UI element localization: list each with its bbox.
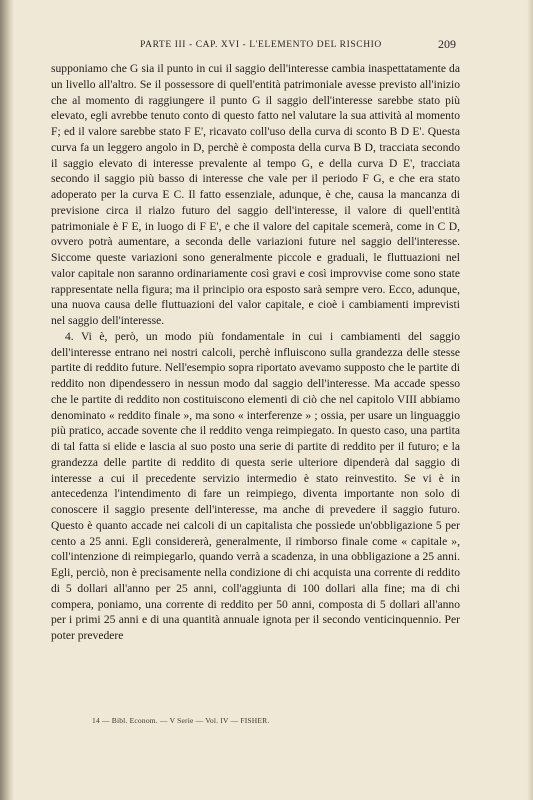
paragraph-2: 4. Vi è, però, un modo più fondamentale in cui i cambiamenti del saggio dell'interesse entrano nei nostri calcoli, perchè influiscono sulla grandezza delle stesse partite di reddito future. Nell'esempio sopra riportato avevamo supposto che le partite di reddito non dipendessero in nessun modo dal saggio dell'interesse. Ma accade spesso che le partite di reddito non costituiscono elementi di ciò che nel capitolo VIII abbiamo denominato « reddito finale », ma sono « interferenze » ; ossia, per usare un linguaggio più pratico, accade sovente che il reddito venga reimpiegato. In questo caso, una partita di tal fatta si elide e lascia al suo posto una serie di partite di reddito per il futuro; e la grandezza delle partite di reddito di questa serie ulteriore dipenderà dal saggio di interesse a cui il precedente servizio intermedio è stato reinvestito. Se vi è in antecedenza l'intendimento di fare un reimpiego, diventa importante non solo di conoscere il saggio presente dell'interesse, ma anche di prevedere il saggio futuro. Questo è quanto accade nei calcoli di un capitalista che possiede un'obbligazione 5 per cento a 25 anni. Egli considererà, generalmente, il rimborso finale come « capitale », coll'intenzione di reimpiegarlo, quando verrà a scadenza, in una obbligazione a 25 anni. Egli, perciò, non è precisamente nella condizione di chi acquista una corrente di reddito di 5 dollari all'anno per 25 anni, coll'aggiunta di 100 dollari alla fine; ma di chi compera, poniamo, una corrente di reddito per 50 anni, composta di 5 dollari all'anno per i primi 25 anni e di una quantità annuale ignota per il secondo venticinquennio. Per poter prevedere bbox=[51, 329, 460, 642]
running-header: PARTE III - CAP. XVI - L'ELEMENTO DEL RISCHIO bbox=[140, 40, 382, 50]
page-edge bbox=[527, 0, 533, 800]
page-number: 209 bbox=[438, 37, 456, 51]
body-text bbox=[51, 61, 460, 644]
page-gutter-shadow bbox=[0, 0, 14, 800]
paragraph-1: supponiamo che G sia il punto in cui il saggio dell'interesse cambia inaspettatamente da un livello all'altro. Se il possessore di quell'entità patrimoniale avesse previsto all'inizio che al momento di raggiungere il punto G il saggio dell'interesse sarebbe stato più elevato, egli avrebbe tenuto conto di questo fatto nel valutare la sua attività al momento F; ed il valore sarebbe stato F E', ricavato coll'uso della curva di sconto B D E'. Questa curva fa un leggero angolo in D, perchè è composta della curva B D, tracciata secondo il saggio elevato di interesse prevalente al tempo G, e della curva D E', tracciata secondo il saggio più basso di interesse che vale per il periodo F G, e che era stato adoperato per la curva E C. Il fatto essenziale, adunque, è che, causa la mancanza di previsione circa il rialzo futuro del saggio dell'interesse, il valore di quell'entità patrimoniale è F E, in luogo di F E', e che il valore del capitale scemerà, come in C D, ovvero potrà aumentare, a seconda delle variazioni future nel saggio dell'interesse. Siccome queste variazioni sono generalmente piccole e graduali, le fluttuazioni nel valor capitale non saranno ordinariamente così gravi e così improvvise come sono state rappresentate nella figura; ma il principio ora esposto sarà sempre vero. Ecco, adunque, una nuova causa delle fluttuazioni del valor capitale, e cioè i cambiamenti imprevisti nel saggio dell'interesse. bbox=[51, 62, 460, 327]
printer-signature-line: 14 — Bibl. Econom. — V Serie — Vol. IV — FISHER. bbox=[92, 716, 270, 725]
